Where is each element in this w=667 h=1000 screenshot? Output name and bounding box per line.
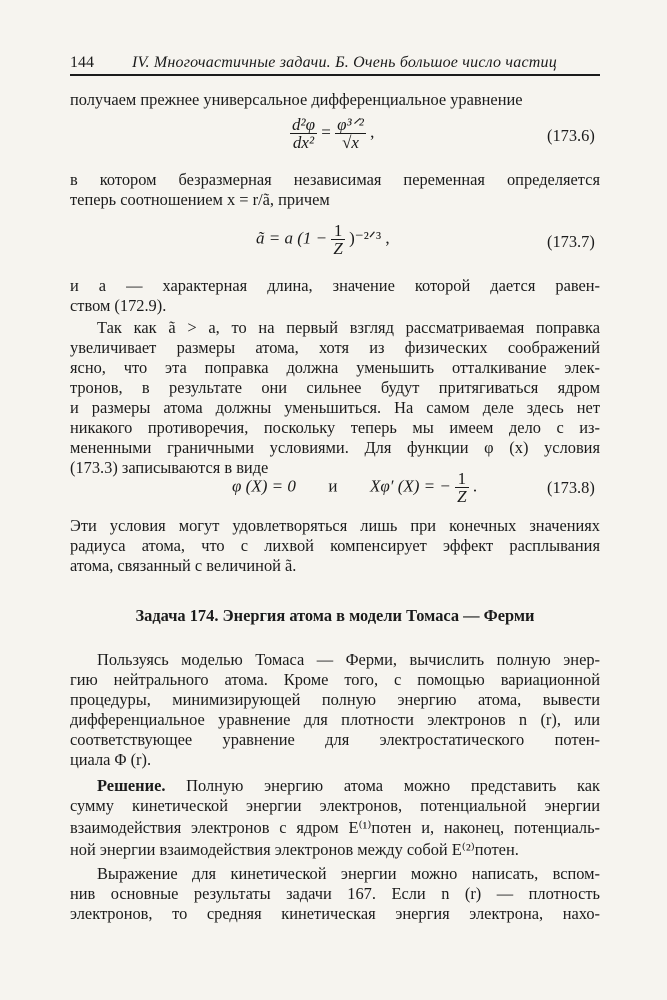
page-header [70, 54, 600, 76]
fraction-numerator: 1 [455, 470, 468, 488]
text-line: радиуса атома, что с лихвой компенсирует эффект расплывания [70, 536, 600, 555]
equation-number: (173.8) [547, 478, 595, 497]
text-line: Так как ã > a, то на первый взгляд рассматриваемая поправка [97, 318, 600, 337]
text-line: взаимодействия электронов с ядром E⁽¹⁾потен и, наконец, потенциаль- [70, 818, 600, 837]
text-line: процедуры, минимизирующей полную энергию атома, вывести [70, 690, 600, 709]
fraction [455, 470, 468, 505]
text-line: сумму кинетической энергии электронов, потенциальной энергии [70, 796, 600, 815]
fraction-denominator: √x [342, 133, 359, 152]
text-line: Эти условия могут удовлетворяться лишь при конечных значениях [70, 516, 600, 535]
fraction-denominator: dx² [292, 133, 315, 152]
text-line: и размеры атома должны уменьшиться. На самом деле здесь нет [70, 398, 600, 417]
equation-173-7 [256, 222, 390, 257]
text-line: Выражение для кинетической энергии можно написать, вспом- [97, 864, 600, 883]
equation-left: ã = a (1 − [256, 228, 328, 248]
text-span: Полную энергию атома можно представить как [165, 776, 600, 795]
text-line: атома, связанный с величиной ã. [70, 556, 297, 575]
text-line: Пользуясь моделью Томаса — Ферми, вычислить полную энер- [97, 650, 600, 669]
equation-right: Xφ′ (X) = − [369, 476, 451, 496]
equation-conjunction: и [328, 476, 338, 496]
text-line: тронов, в результате они сильнее будут притягиваться ядром [70, 378, 600, 397]
text-line: нив основные результаты задачи 167. Если n (r) — плотность [70, 884, 600, 903]
text-line [97, 776, 600, 796]
text-line: и a — характерная длина, значение которой дается равен- [70, 276, 600, 295]
fraction-lhs [290, 116, 317, 151]
text-line: теперь соотношением x = r/ã, причем [70, 190, 330, 209]
page-number: 144 [70, 54, 94, 71]
fraction-numerator: φ³ᐟ² [337, 115, 364, 134]
fraction-denominator: Z [333, 239, 343, 258]
text-line: электронов, то средняя кинетическая энергия электрона, нахо- [70, 904, 600, 923]
text-line: гию нейтрального атома. Кроме того, с помощью вариационной [70, 670, 600, 689]
text-line: мененными граничными условиями. Для функции φ (x) условия [70, 438, 600, 457]
equation-number: (173.6) [547, 126, 595, 145]
text-line: в котором безразмерная независимая переменная определяется [70, 170, 600, 189]
text-line: ясно, что эта поправка должна уменьшить отталкивание элек- [70, 358, 600, 377]
text-line: циала Φ (r). [70, 750, 152, 769]
equation-173-6 [290, 116, 374, 151]
equation-left: φ (X) = 0 [232, 476, 296, 496]
text-line: никакого противоречия, поскольку теперь мы имеем дело с из- [70, 418, 600, 437]
equation-number: (173.7) [547, 232, 595, 251]
text-line: увеличивает размеры атома, хотя из физических соображений [70, 338, 600, 357]
solution-label: Решение. [97, 776, 166, 795]
text-line: соответствующее уравнение для электростатического потен- [70, 730, 600, 749]
equation-tail: . [472, 476, 478, 496]
text-line: ной энергии взаимодействия электронов между собой E⁽²⁾потен. [70, 840, 519, 859]
text-line: ством (172.9). [70, 296, 167, 315]
running-title: IV. Многочастичные задачи. Б. Очень большое число частиц [132, 54, 557, 71]
equation-173-8 [232, 470, 477, 505]
equals-sign: = [321, 122, 336, 142]
text-line: получаем прежнее универсальное дифференциальное уравнение [70, 90, 523, 109]
equation-tail: , [370, 122, 375, 142]
fraction-denominator: Z [457, 487, 467, 506]
fraction-numerator: 1 [331, 222, 344, 240]
text-line: (173.3) записываются в виде [70, 458, 269, 477]
fraction-rhs [335, 116, 366, 151]
text-line: дифференциальное уравнение для плотности электронов n (r), или [70, 710, 600, 729]
problem-title: Задача 174. Энергия атома в модели Томаса — Ферми [135, 606, 535, 625]
fraction-numerator: d²φ [292, 115, 316, 134]
equation-right: )⁻²ᐟ³ , [349, 228, 390, 248]
fraction [331, 222, 344, 257]
